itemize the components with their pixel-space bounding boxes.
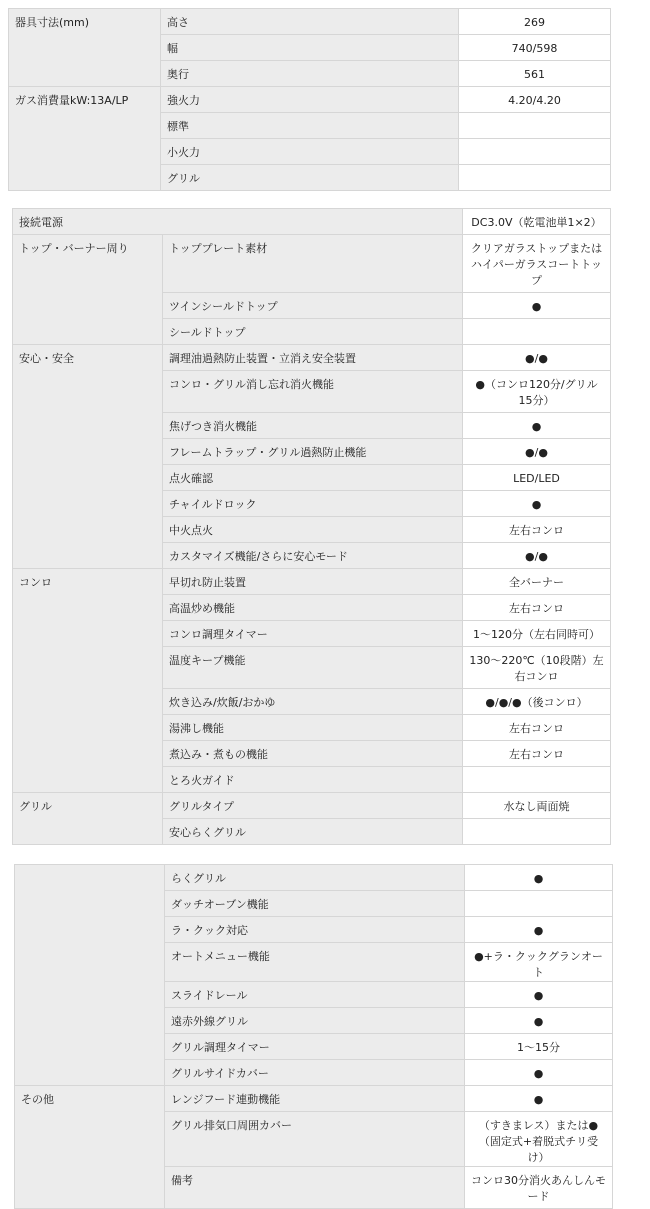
spec-item-label: 湯沸し機能 (163, 715, 463, 741)
spec-value: 4.20/4.20 (459, 87, 611, 113)
spec-value: 全バーナー (463, 569, 611, 595)
spec-value: 1～15分 (465, 1034, 613, 1060)
spec-value (459, 113, 611, 139)
spec-item-label: 焦げつき消火機能 (163, 413, 463, 439)
spec-item-label: フレームトラップ・グリル過熱防止機能 (163, 439, 463, 465)
spec-value: 水なし両面焼 (463, 793, 611, 819)
row-group-label (15, 865, 165, 1086)
spec-value (459, 165, 611, 191)
spec-value: 130～220℃（10段階）左右コンロ (463, 647, 611, 689)
row-group-label: コンロ (13, 569, 163, 793)
spec-value: 左右コンロ (463, 741, 611, 767)
spec-item-label: ダッチオーブン機能 (165, 891, 465, 917)
spec-item-label: 奥行 (161, 61, 459, 87)
spec-value: LED/LED (463, 465, 611, 491)
spec-item-label: ツインシールドトップ (163, 293, 463, 319)
table-row (13, 235, 611, 293)
spec-value: ●/●/●（後コンロ） (463, 689, 611, 715)
spec-item-label: 小火力 (161, 139, 459, 165)
spec-item-label: 標準 (161, 113, 459, 139)
table-row (13, 345, 611, 371)
spec-item-label: 強火力 (161, 87, 459, 113)
table-row (9, 9, 611, 35)
spec-item-label: 炊き込み/炊飯/おかゆ (163, 689, 463, 715)
row-group-label: その他 (15, 1086, 165, 1209)
row-group-label: 安心・安全 (13, 345, 163, 569)
spec-item-label: 温度キープ機能 (163, 647, 463, 689)
spec-value: 左右コンロ (463, 595, 611, 621)
spec-value: 左右コンロ (463, 715, 611, 741)
spec-value (465, 891, 613, 917)
spec-item-label: 高温炒め機能 (163, 595, 463, 621)
spec-item-label: シールドトップ (163, 319, 463, 345)
spec-value: クリアガラストップまたはハイパーガラスコートトップ (463, 235, 611, 293)
spec-item-label: グリル排気口周囲カバー (165, 1112, 465, 1167)
spec-item-label: グリルサイドカバー (165, 1060, 465, 1086)
spec-value: 1～120分（左右同時可） (463, 621, 611, 647)
spec-item-label: レンジフード連動機能 (165, 1086, 465, 1112)
spec-item-label: らくグリル (165, 865, 465, 891)
spec-item-label: 煮込み・煮もの機能 (163, 741, 463, 767)
spec-value: ● (465, 1008, 613, 1034)
spec-value: ● (465, 1060, 613, 1086)
spec-table-segment-2 (12, 208, 611, 845)
table-row (13, 209, 611, 235)
spec-item-label: 幅 (161, 35, 459, 61)
spec-value: ●/● (463, 345, 611, 371)
spec-value: ● (465, 917, 613, 943)
spec-value: ● (463, 413, 611, 439)
spec-value: ●/● (463, 543, 611, 569)
spec-item-label: 備考 (165, 1167, 465, 1209)
spec-value: 740/598 (459, 35, 611, 61)
spec-value: 269 (459, 9, 611, 35)
spec-item-label: 点火確認 (163, 465, 463, 491)
spec-value (463, 819, 611, 845)
spec-value: ●/● (463, 439, 611, 465)
table-row (15, 1086, 613, 1112)
spec-value: ● (465, 982, 613, 1008)
spec-value: （すきまレス）または●（固定式+着脱式チリ受け） (465, 1112, 613, 1167)
row-group-label: 接続電源 (13, 209, 463, 235)
spec-item-label: 調理油過熱防止装置・立消え安全装置 (163, 345, 463, 371)
spec-value (463, 319, 611, 345)
spec-item-label: 安心らくグリル (163, 819, 463, 845)
row-group-label: 器具寸法(mm) (9, 9, 161, 87)
spec-item-label: 早切れ防止装置 (163, 569, 463, 595)
segment-edge (0, 200, 620, 206)
spec-value (463, 767, 611, 793)
spec-value: 左右コンロ (463, 517, 611, 543)
spec-item-label: グリルタイプ (163, 793, 463, 819)
row-group-label: グリル (13, 793, 163, 845)
spec-item-label: 中火点火 (163, 517, 463, 543)
spec-value: ● (463, 293, 611, 319)
spec-item-label: 遠赤外線グリル (165, 1008, 465, 1034)
spec-item-label: トッププレート素材 (163, 235, 463, 293)
row-group-label: トップ・バーナー周り (13, 235, 163, 345)
spec-item-label: コンロ・グリル消し忘れ消火機能 (163, 371, 463, 413)
table-row (13, 793, 611, 819)
spec-value: ● (465, 1086, 613, 1112)
spec-item-label: オートメニュー機能 (165, 943, 465, 982)
spec-item-label: グリル (161, 165, 459, 191)
spec-value: ●+ラ・クックグランオート (465, 943, 613, 982)
spec-item-label: コンロ調理タイマー (163, 621, 463, 647)
spec-value: ● (465, 865, 613, 891)
spec-item-label: ラ・クック対応 (165, 917, 465, 943)
spec-item-label: とろ火ガイド (163, 767, 463, 793)
spec-table-segment-1 (8, 8, 611, 191)
spec-item-label: スライドレール (165, 982, 465, 1008)
spec-table-segment-3 (14, 864, 613, 1209)
spec-item-label: チャイルドロック (163, 491, 463, 517)
table-row (15, 865, 613, 891)
table-row (13, 569, 611, 595)
row-group-label: ガス消費量kW:13A/LP (9, 87, 161, 191)
spec-value: DC3.0V（乾電池単1×2） (463, 209, 611, 235)
spec-value: 561 (459, 61, 611, 87)
spec-item-label: グリル調理タイマー (165, 1034, 465, 1060)
spec-value (459, 139, 611, 165)
table-row (9, 87, 611, 113)
spec-item-label: カスタマイズ機能/さらに安心モード (163, 543, 463, 569)
spec-value: コンロ30分消火あんしんモード (465, 1167, 613, 1209)
spec-value: ● (463, 491, 611, 517)
spec-value: ●（コンロ120分/グリル15分） (463, 371, 611, 413)
spec-item-label: 高さ (161, 9, 459, 35)
